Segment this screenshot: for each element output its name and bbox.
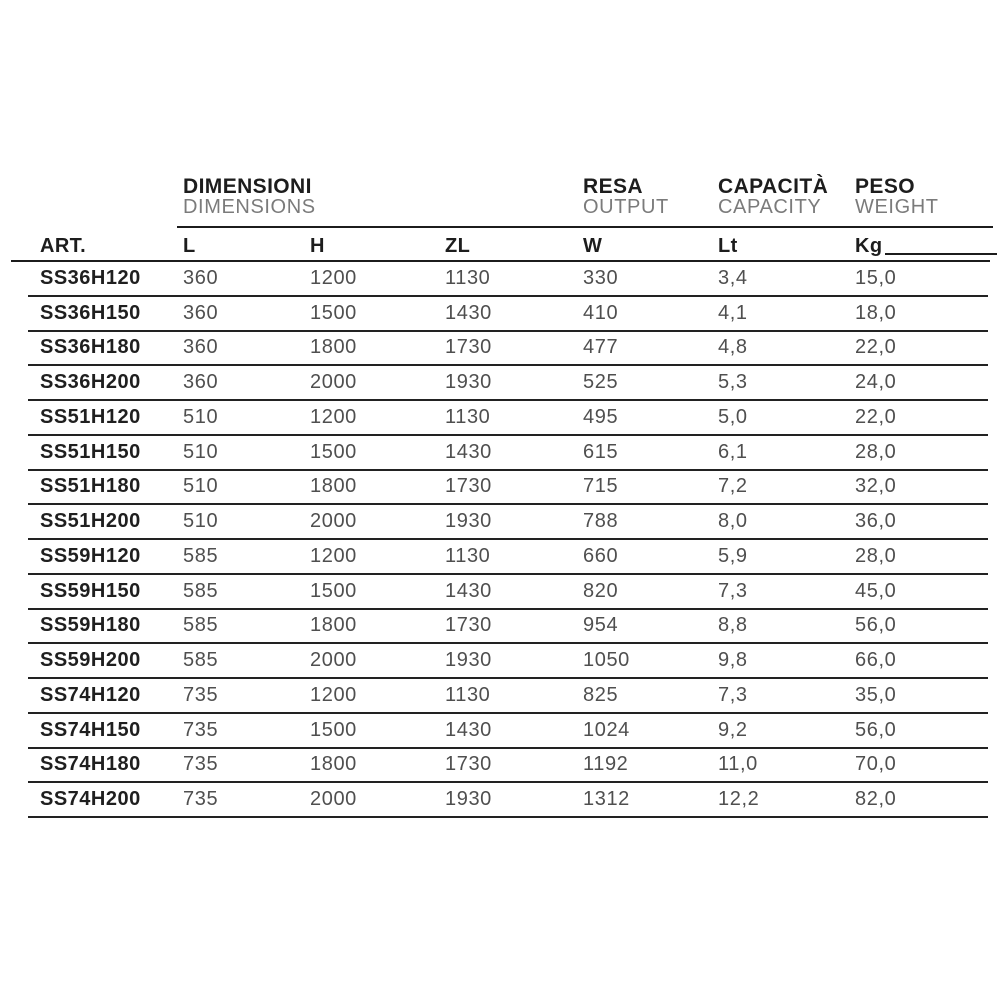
cell-value: 585 [183,579,219,602]
cell-value: 8,0 [718,510,748,533]
cell-value: 22,0 [855,405,897,428]
cell-value: 360 [183,336,219,359]
table-row [28,332,988,367]
table-row [28,505,988,540]
cell-value: 1130 [445,683,491,706]
cell-value: 3,4 [718,266,748,289]
cell-value: 1312 [583,788,630,811]
cell-value: 1500 [310,440,357,463]
cell-value: 495 [583,405,619,428]
cell-value: 1200 [310,266,357,289]
column-header-zl: ZL [445,234,471,257]
cell-value: 5,0 [718,405,748,428]
group-title: CAPACITÀ [718,175,829,198]
group-header-weight [855,176,939,218]
cell-article-code: SS36H200 [40,371,141,394]
cell-value: 735 [183,788,219,811]
cell-value: 1730 [445,475,492,498]
table-row [28,540,988,575]
cell-value: 6,1 [718,440,748,463]
table-row [28,471,988,506]
cell-value: 82,0 [855,788,897,811]
cell-value: 4,1 [718,301,748,324]
cell-value: 35,0 [855,683,897,706]
cell-value: 715 [583,475,619,498]
cell-value: 510 [183,475,219,498]
cell-value: 15,0 [855,266,897,289]
cell-value: 9,8 [718,649,748,672]
cell-value: 2000 [310,510,357,533]
group-header-output [583,176,669,218]
cell-value: 22,0 [855,336,897,359]
table-body [28,262,988,818]
cell-value: 36,0 [855,510,897,533]
cell-value: 28,0 [855,544,897,567]
cell-value: 410 [583,301,619,324]
cell-value: 585 [183,544,219,567]
cell-value: 1024 [583,718,630,741]
group-header-capacity [718,176,828,218]
cell-value: 28,0 [855,440,897,463]
cell-value: 1500 [310,579,357,602]
cell-value: 360 [183,266,219,289]
cell-value: 1930 [445,371,492,394]
table-row [28,749,988,784]
cell-value: 1050 [583,649,630,672]
cell-value: 56,0 [855,718,897,741]
column-header-h: H [310,234,325,257]
group-subtitle: CAPACITY [718,196,822,218]
cell-value: 735 [183,683,219,706]
table-row [28,575,988,610]
column-header-lt: Lt [718,234,738,257]
cell-article-code: SS59H120 [40,544,141,567]
cell-value: 2000 [310,649,357,672]
table-row [28,679,988,714]
cell-value: 12,2 [718,788,760,811]
cell-value: 660 [583,544,619,567]
cell-value: 1730 [445,614,492,637]
column-header-art: ART. [40,234,87,257]
cell-value: 70,0 [855,753,897,776]
group-subtitle: DIMENSIONS [183,196,316,218]
cell-value: 1800 [310,753,357,776]
cell-value: 615 [583,440,619,463]
cell-value: 510 [183,440,219,463]
group-headers [0,176,1000,224]
cell-article-code: SS74H200 [40,788,141,811]
cell-value: 1200 [310,405,357,428]
group-subtitle: WEIGHT [855,196,939,218]
cell-value: 360 [183,371,219,394]
cell-article-code: SS59H150 [40,579,141,602]
cell-value: 1130 [445,405,491,428]
cell-value: 1430 [445,440,492,463]
cell-value: 1930 [445,510,492,533]
table-row [28,262,988,297]
cell-value: 66,0 [855,649,897,672]
group-title: PESO [855,175,915,198]
cell-value: 1200 [310,544,357,567]
cell-value: 45,0 [855,579,897,602]
table-row [28,297,988,332]
cell-value: 1930 [445,649,492,672]
cell-value: 1730 [445,336,492,359]
cell-value: 8,8 [718,614,748,637]
group-title: RESA [583,175,643,198]
cell-value: 7,3 [718,579,748,602]
group-subtitle: OUTPUT [583,196,669,218]
cell-article-code: SS51H120 [40,405,141,428]
column-header-w: W [583,234,603,257]
table-row [28,644,988,679]
cell-value: 477 [583,336,619,359]
cell-value: 585 [183,614,219,637]
cell-article-code: SS36H180 [40,336,141,359]
cell-value: 1192 [583,753,629,776]
cell-value: 18,0 [855,301,897,324]
table-row [28,436,988,471]
cell-value: 4,8 [718,336,748,359]
cell-value: 5,3 [718,371,748,394]
cell-value: 825 [583,683,619,706]
cell-value: 585 [183,649,219,672]
cell-article-code: SS36H120 [40,266,141,289]
cell-value: 7,2 [718,475,748,498]
cell-value: 9,2 [718,718,748,741]
cell-value: 1500 [310,301,357,324]
cell-article-code: SS36H150 [40,301,141,324]
cell-value: 788 [583,510,619,533]
cell-value: 510 [183,510,219,533]
cell-value: 954 [583,614,619,637]
table-row [28,783,988,818]
cell-value: 1130 [445,266,491,289]
cell-value: 1730 [445,753,492,776]
column-header-l: L [183,234,196,257]
cell-value: 1800 [310,336,357,359]
group-header-dimensions [183,176,316,218]
cell-value: 1430 [445,718,492,741]
cell-value: 1130 [445,544,491,567]
cell-value: 1200 [310,683,357,706]
group-underline-rule [177,226,993,228]
group-title: DIMENSIONI [183,175,312,198]
cell-value: 7,3 [718,683,748,706]
cell-value: 1430 [445,579,492,602]
cell-value: 1800 [310,475,357,498]
cell-value: 510 [183,405,219,428]
cell-value: 56,0 [855,614,897,637]
cell-article-code: SS51H180 [40,475,141,498]
cell-value: 11,0 [718,753,758,776]
cell-article-code: SS74H150 [40,718,141,741]
cell-article-code: SS74H180 [40,753,141,776]
cell-value: 735 [183,753,219,776]
cell-article-code: SS51H200 [40,510,141,533]
cell-value: 2000 [310,371,357,394]
cell-article-code: SS74H120 [40,683,141,706]
column-header-row [28,233,988,259]
cell-value: 1500 [310,718,357,741]
table-row [28,610,988,645]
cell-value: 1430 [445,301,492,324]
cell-value: 360 [183,301,219,324]
cell-article-code: SS51H150 [40,440,141,463]
cell-value: 735 [183,718,219,741]
cell-value: 820 [583,579,619,602]
cell-value: 24,0 [855,371,897,394]
cell-value: 1800 [310,614,357,637]
cell-article-code: SS59H180 [40,614,141,637]
cell-value: 330 [583,266,619,289]
cell-value: 2000 [310,788,357,811]
table-row [28,401,988,436]
cell-article-code: SS59H200 [40,649,141,672]
table-row [28,366,988,401]
cell-value: 1930 [445,788,492,811]
cell-value: 5,9 [718,544,748,567]
cell-value: 525 [583,371,619,394]
table-row [28,714,988,749]
cell-value: 32,0 [855,475,897,498]
column-header-kg: Kg [855,234,883,257]
